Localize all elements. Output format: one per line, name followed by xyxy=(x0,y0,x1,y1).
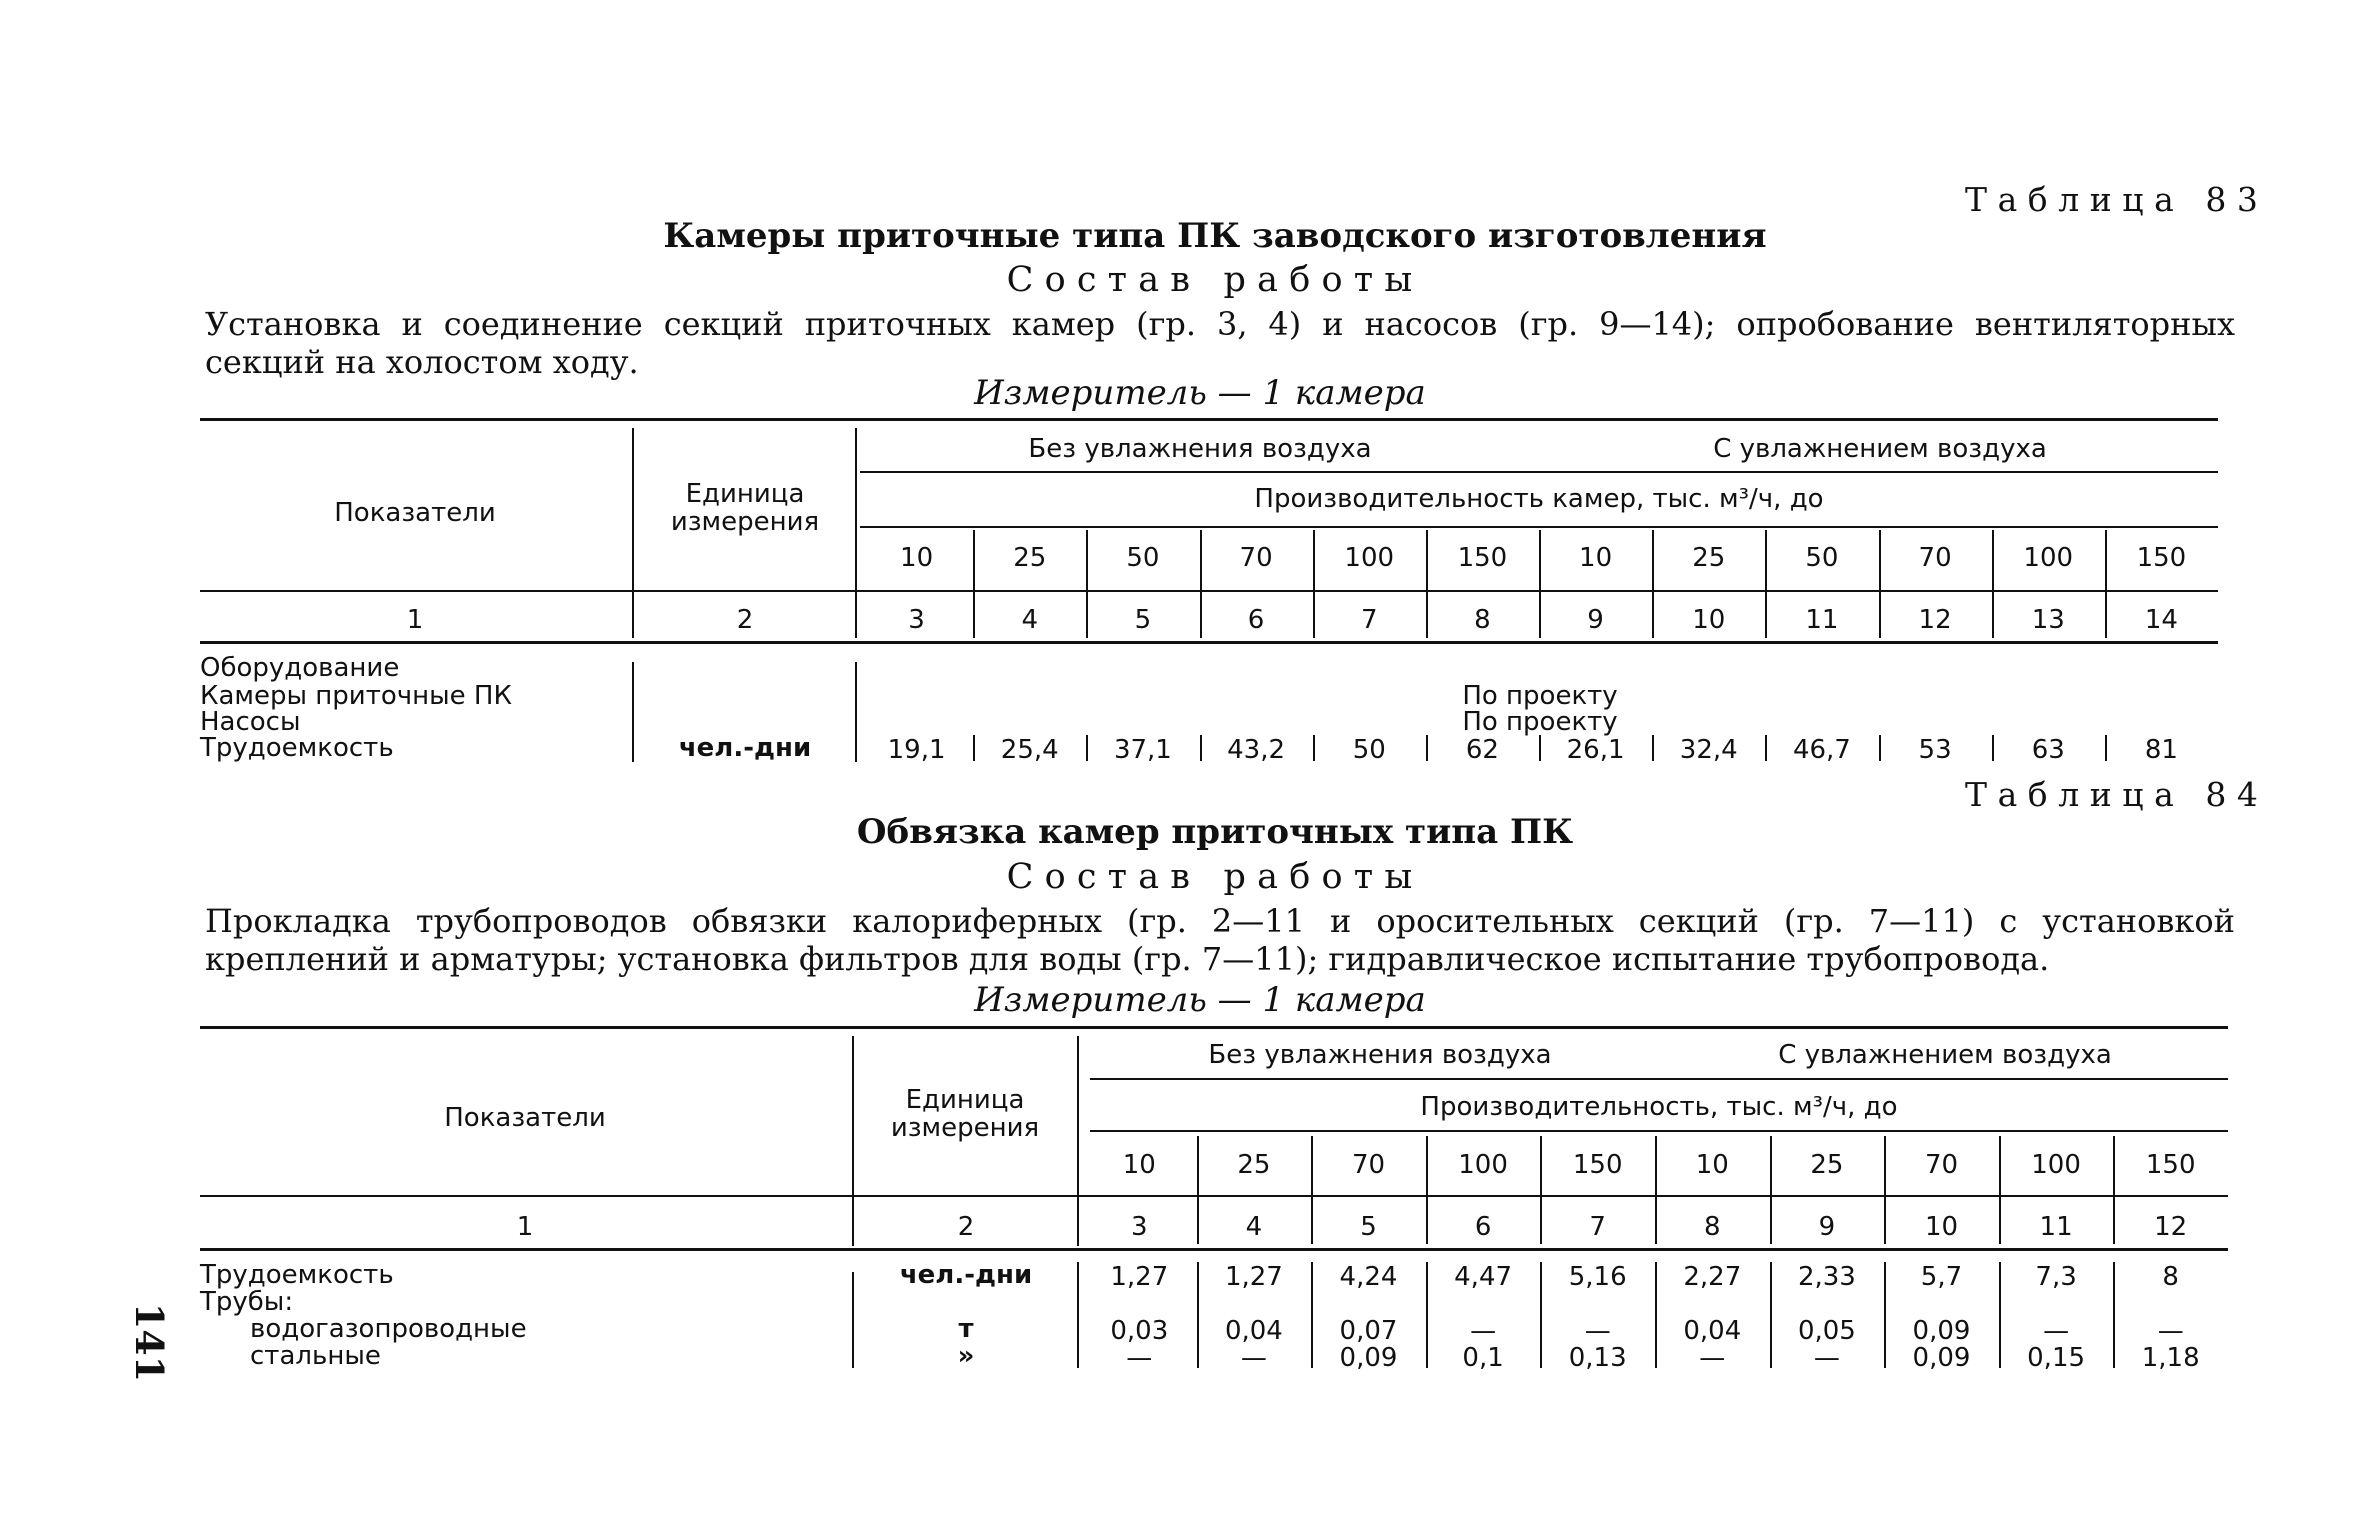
table-84-cell: 8 xyxy=(2162,1262,2179,1292)
table-83-capacity-1: 10 xyxy=(900,543,934,573)
table-84-row-unit: т xyxy=(958,1314,974,1344)
table-84-cell: 0,13 xyxy=(1568,1343,1627,1373)
table-84-cell: 2,27 xyxy=(1683,1262,1742,1292)
table-83-head-capacity: Производительность камер, тыс. м³/ч, до xyxy=(1254,484,1824,514)
table-84-row-label: Трубы: xyxy=(200,1287,294,1317)
table-83-by-project-1: По проекту xyxy=(1462,681,1618,711)
table-84-colnum-1: 1 xyxy=(516,1212,534,1242)
table-83-body-vline-2 xyxy=(855,662,857,762)
table-84-cell: 4,47 xyxy=(1454,1262,1513,1292)
table-83-head-no-humid: Без увлажнения воздуха xyxy=(1028,434,1372,464)
table-84-colnum-4: 4 xyxy=(1245,1212,1263,1242)
table-84-measure: Измеритель — 1 камера xyxy=(974,980,1426,1020)
table-83-labor-value-8: 32,4 xyxy=(1679,735,1738,765)
table-84-row-label: водогазопроводные xyxy=(250,1314,527,1344)
table-83-vline-2 xyxy=(855,428,857,638)
table-83-capacity-6: 150 xyxy=(1457,543,1508,573)
table-84-capacity-9: 100 xyxy=(2031,1150,2081,1180)
table-84-capacity-4: 100 xyxy=(1458,1150,1508,1180)
table-83-capacity-4: 70 xyxy=(1239,543,1273,573)
table-84-vline-1 xyxy=(852,1036,854,1246)
table-83-colnum-13: 13 xyxy=(2031,605,2065,635)
table-84-capacity-5: 150 xyxy=(1572,1150,1623,1180)
table-84-row-unit: чел.-дни xyxy=(899,1260,1033,1290)
table-84-cell: 0,09 xyxy=(1339,1343,1398,1373)
table-83-work-line-1: Установка и соединение секций приточных камер (гр. 3, 4) и насосов (гр. 9—14); опробование вентиляторных xyxy=(205,305,2235,343)
table-84-cell: 0,1 xyxy=(1462,1343,1504,1373)
table-83-colnum-4: 4 xyxy=(1021,605,1038,635)
table-83-head-indicators: Показатели xyxy=(334,498,496,528)
table-83-work-title: Состав работы xyxy=(1006,260,1424,300)
table-84-header-rule xyxy=(200,1195,2228,1197)
table-83-row-labor-unit: чел.-дни xyxy=(678,733,812,763)
table-84-head-unit: Единица измерения xyxy=(890,1085,1040,1143)
table-83-row-equipment: Оборудование xyxy=(200,653,400,683)
table-84-head-indicators: Показатели xyxy=(444,1103,606,1133)
table-84-cell: 0,05 xyxy=(1797,1316,1856,1346)
table-84-cell: 1,18 xyxy=(2141,1343,2200,1373)
table-83-header-rule xyxy=(200,590,2218,592)
table-84-capacity-10: 150 xyxy=(2145,1150,2196,1180)
table-83-row-labor: Трудоемкость xyxy=(200,733,394,763)
table-83-head-unit: Единица измерения xyxy=(670,479,820,537)
table-83-colnum-12: 12 xyxy=(1918,605,1952,635)
table-83-colnum-9: 9 xyxy=(1587,605,1604,635)
table-84-colnum-6: 6 xyxy=(1474,1212,1492,1242)
table-84-capacity-1: 10 xyxy=(1122,1150,1156,1180)
table-84-cell: — xyxy=(1126,1343,1153,1373)
table-83-by-project-2: По проекту xyxy=(1462,707,1618,737)
table-83-colnum-8: 8 xyxy=(1474,605,1491,635)
table-84-cell: 4,24 xyxy=(1339,1262,1398,1292)
table-83-row-pumps: Насосы xyxy=(200,707,301,737)
table-84-colnum-2: 2 xyxy=(957,1212,975,1242)
table-84-colnum-5: 5 xyxy=(1360,1212,1377,1242)
table-83-capacity-9: 50 xyxy=(1805,543,1839,573)
table-83-labor-value-3: 37,1 xyxy=(1113,735,1172,765)
page-number: 141 xyxy=(127,1302,173,1383)
table-83-colnum-7: 7 xyxy=(1360,605,1378,635)
table-84-number: Таблица 84 xyxy=(1965,775,2269,814)
table-84-colnum-12: 12 xyxy=(2154,1212,2188,1242)
table-84-head-humid: С увлажнением воздуха xyxy=(1778,1040,2112,1070)
table-84-cell: 0,09 xyxy=(1912,1343,1971,1373)
table-83-colnum-2: 2 xyxy=(736,605,754,635)
table-84-cell: 0,03 xyxy=(1110,1316,1169,1346)
table-83-vline-1 xyxy=(632,428,634,638)
table-83-group-rule xyxy=(860,471,2218,473)
table-84-cell: 0,04 xyxy=(1224,1316,1283,1346)
table-84-work-title: Состав работы xyxy=(1006,857,1424,897)
table-84-cell: 2,33 xyxy=(1797,1262,1856,1292)
table-84-cell: — xyxy=(1470,1316,1497,1346)
table-84-numbers-rule xyxy=(200,1248,2228,1251)
table-84-title: Обвязка камер приточных типа ПК xyxy=(856,812,1574,852)
table-83-labor-value-9: 46,7 xyxy=(1792,735,1851,765)
table-84-capacity-8: 70 xyxy=(1924,1150,1959,1180)
table-83-measure: Измеритель — 1 камера xyxy=(974,373,1426,413)
table-84-colnum-9: 9 xyxy=(1818,1212,1836,1242)
table-84-body-vline-1 xyxy=(852,1272,854,1368)
table-83-capacity-rule xyxy=(860,526,2218,528)
table-84-work-line-2: креплений и арматуры; установка фильтров для воды (гр. 7—11); гидравлическое испытание трубопровода. xyxy=(205,940,2050,978)
table-83-labor-value-2: 25,4 xyxy=(1000,735,1059,765)
table-83-colnum-5: 5 xyxy=(1134,605,1152,635)
table-84-vline-2 xyxy=(1077,1036,1079,1246)
table-83-labor-value-10: 53 xyxy=(1918,735,1952,765)
table-84-capacity-rule xyxy=(1090,1130,2228,1132)
table-83-number: Таблица 83 xyxy=(1965,180,2269,219)
table-84-colnum-3: 3 xyxy=(1131,1212,1148,1242)
table-84-cell: 1,27 xyxy=(1110,1262,1169,1292)
table-84-cell: 0,07 xyxy=(1339,1316,1398,1346)
table-83-row-cameras: Камеры приточные ПК xyxy=(200,681,512,711)
table-83-colnum-10: 10 xyxy=(1692,605,1726,635)
table-83-labor-value-7: 26,1 xyxy=(1566,735,1625,765)
table-84-head-no-humid: Без увлажнения воздуха xyxy=(1208,1040,1552,1070)
table-83-colnum-3: 3 xyxy=(908,605,925,635)
table-84-cell: 0,09 xyxy=(1912,1316,1971,1346)
table-84-cell: — xyxy=(1813,1343,1840,1373)
table-83-capacity-2: 25 xyxy=(1013,543,1047,573)
table-84-cell: — xyxy=(1699,1343,1726,1373)
table-84-colnum-8: 8 xyxy=(1704,1212,1721,1242)
table-84-row-unit: » xyxy=(957,1341,975,1371)
table-84-colnum-7: 7 xyxy=(1589,1212,1606,1242)
table-84-capacity-6: 10 xyxy=(1695,1150,1729,1180)
table-84-colnum-10: 10 xyxy=(1924,1212,1959,1242)
table-83-labor-value-4: 43,2 xyxy=(1227,735,1286,765)
table-84-cell: — xyxy=(1584,1316,1611,1346)
table-84-row-label: стальные xyxy=(250,1341,381,1371)
table-83-colnum-14: 14 xyxy=(2144,605,2178,635)
table-84-cell: — xyxy=(1240,1343,1267,1373)
table-83-labor-value-11: 63 xyxy=(2031,735,2065,765)
table-83-title: Камеры приточные типа ПК заводского изготовления xyxy=(663,216,1767,256)
table-84-capacity-3: 70 xyxy=(1351,1150,1386,1180)
table-83-top-rule xyxy=(200,418,2218,421)
table-83-head-humid: С увлажнением воздуха xyxy=(1713,434,2047,464)
table-83-capacity-3: 50 xyxy=(1126,543,1160,573)
table-84-colnum-11: 11 xyxy=(2039,1212,2073,1242)
table-84-cell: 1,27 xyxy=(1224,1262,1283,1292)
table-83-colnum-6: 6 xyxy=(1247,605,1265,635)
table-84-row-label: Трудоемкость xyxy=(200,1260,394,1290)
table-84-body-vline-2 xyxy=(1077,1262,1079,1368)
table-83-labor-value-1: 19,1 xyxy=(887,735,946,765)
table-84-cell: — xyxy=(2157,1316,2184,1346)
table-83-capacity-5: 100 xyxy=(1344,543,1395,573)
table-84-capacity-7: 25 xyxy=(1810,1150,1844,1180)
table-84-cell: 5,7 xyxy=(1920,1262,1963,1292)
table-83-labor-value-5: 50 xyxy=(1352,735,1386,765)
table-83-capacity-8: 25 xyxy=(1692,543,1726,573)
table-84-group-rule xyxy=(1090,1078,2228,1080)
table-83-labor-value-12: 81 xyxy=(2144,735,2178,765)
table-83-body-vline-1 xyxy=(632,662,634,762)
table-83-work-line-2: секций на холостом ходу. xyxy=(205,343,639,381)
table-83-colnum-11: 11 xyxy=(1805,605,1839,635)
table-84-work-line-1: Прокладка трубопроводов обвязки калориферных (гр. 2—11 и оросительных секций (гр. 7—11) с установкой xyxy=(205,902,2235,940)
table-83-capacity-10: 70 xyxy=(1918,543,1952,573)
table-84-cell: 0,15 xyxy=(2027,1343,2086,1373)
table-84-head-capacity: Производительность, тыс. м³/ч, до xyxy=(1420,1092,1898,1122)
table-83-capacity-7: 10 xyxy=(1579,543,1613,573)
table-84-cell: — xyxy=(2043,1316,2070,1346)
table-84-cell: 0,04 xyxy=(1683,1316,1742,1346)
table-83-capacity-11: 100 xyxy=(2023,543,2074,573)
table-84-cell: 5,16 xyxy=(1568,1262,1627,1292)
table-83-colnum-1: 1 xyxy=(406,605,424,635)
table-84-cell: 7,3 xyxy=(2035,1262,2077,1292)
table-83-numbers-rule xyxy=(200,641,2218,644)
table-83-capacity-12: 150 xyxy=(2136,543,2187,573)
table-84-capacity-2: 25 xyxy=(1237,1150,1271,1180)
table-84-top-rule xyxy=(200,1026,2228,1029)
table-83-labor-value-6: 62 xyxy=(1465,735,1499,765)
